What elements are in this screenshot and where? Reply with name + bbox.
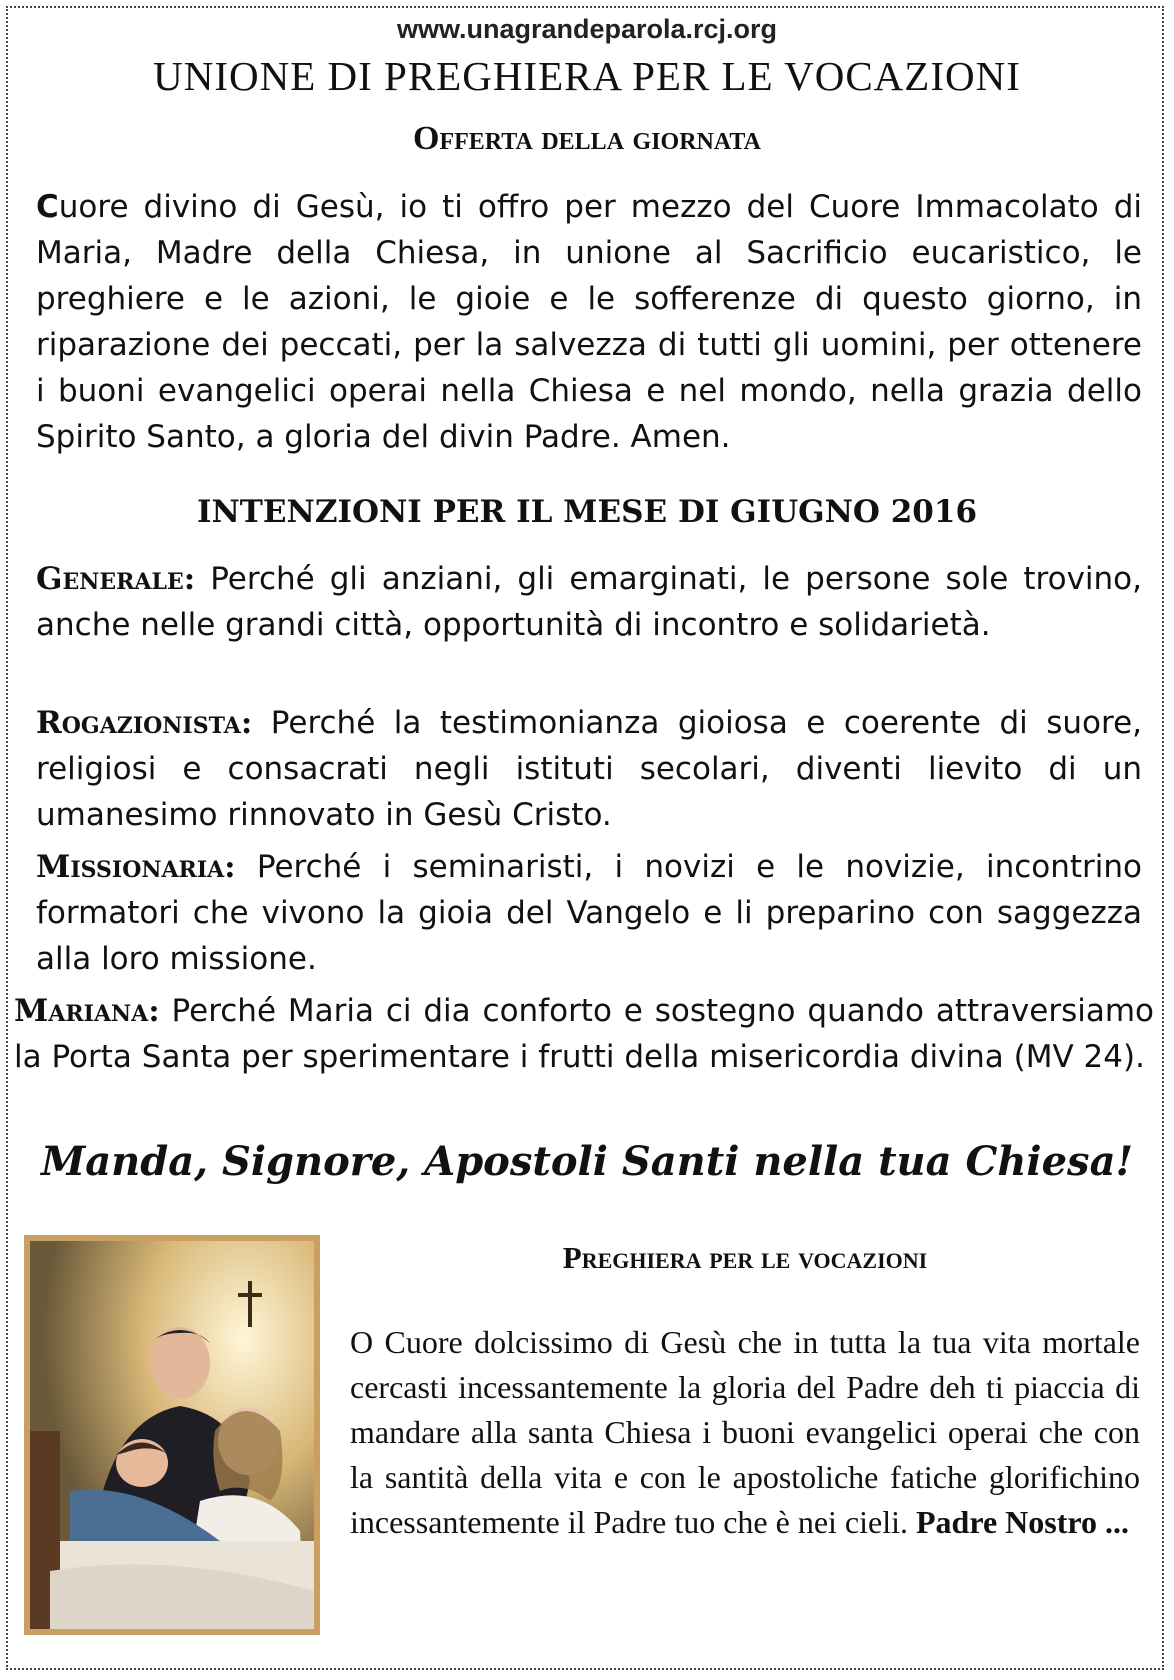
offering-title: Offerta della giornata xyxy=(413,120,761,157)
vocation-prayer-closing: Padre Nostro ... xyxy=(916,1504,1130,1540)
intention-text: Perché gli anziani, gli emarginati, le persone sole trovino, anche nelle grandi città, opportunità di incontro e solidarietà. xyxy=(36,561,1142,643)
offering-initial: C xyxy=(36,189,59,225)
intention-label: Generale: xyxy=(36,561,196,597)
devotional-picture-illustration xyxy=(30,1241,314,1629)
intention-text: Perché i seminaristi, i novizi e le novizie, incontrino formatori che vivono la gioia del Vangelo e li preparino con saggezza alla loro missione. xyxy=(36,849,1142,977)
vocation-prayer-body: O Cuore dolcissimo di Gesù che in tutta la tua vita mortale cercasti incessantemente la gloria del Padre deh ti piaccia di mandare alla santa Chiesa i buoni evangelici operai che con la santità della vita e con le apostoliche fatiche glorifichino incessantemente il Padre tuo che è nei cieli. xyxy=(350,1324,1140,1540)
vocation-prayer-title: Preghiera per le vocazioni xyxy=(562,1240,928,1275)
intention-general xyxy=(36,556,1142,648)
website-url[interactable]: www.unagrandeparola.rcj.org xyxy=(396,14,778,44)
intentions-title: INTENZIONI PER IL MESE DI GIUGNO 2016 xyxy=(196,494,978,530)
motto: Manda, Signore, Apostoli Santi nella tua Chiesa! xyxy=(40,1138,1134,1185)
intention-missionaria xyxy=(36,844,1142,982)
intention-label: Mariana: xyxy=(14,993,160,1029)
intention-label: Missionaria: xyxy=(36,849,236,885)
intention-mariana xyxy=(14,988,1154,1080)
page-title: UNIONE DI PREGHIERA PER LE VOCAZIONI xyxy=(153,53,1021,99)
intention-label: Rogazionista: xyxy=(36,705,253,741)
offering-body: uore divino di Gesù, io ti offro per mezzo del Cuore Immacolato di Maria, Madre della Chiesa, in unione al Sacrificio eucaristico, le preghiere e le azioni, le gioie e le sofferenze di questo giorno, in riparazione dei peccati, per la salvezza di tutti gli uomini, per ottenere i buoni evangelici operai nella Chiesa e nel mondo, nella grazia dello Spirito Santo, a gloria del divin Padre. Amen. xyxy=(36,189,1142,455)
intention-rogazionista xyxy=(36,700,1142,838)
intention-text: Perché Maria ci dia conforto e sostegno quando attraversiamo la Porta Santa per sperimentare i frutti della misericordia divina (MV 24). xyxy=(14,993,1155,1075)
vocation-prayer-text xyxy=(350,1320,1140,1545)
intention-text: Perché la testimonianza gioiosa e coerente di suore, religiosi e consacrati negli istituti secolari, diventi lievito di un umanesimo rinnovato in Gesù Cristo. xyxy=(36,705,1142,833)
offering-text xyxy=(36,184,1142,460)
devotional-picture xyxy=(24,1235,320,1635)
